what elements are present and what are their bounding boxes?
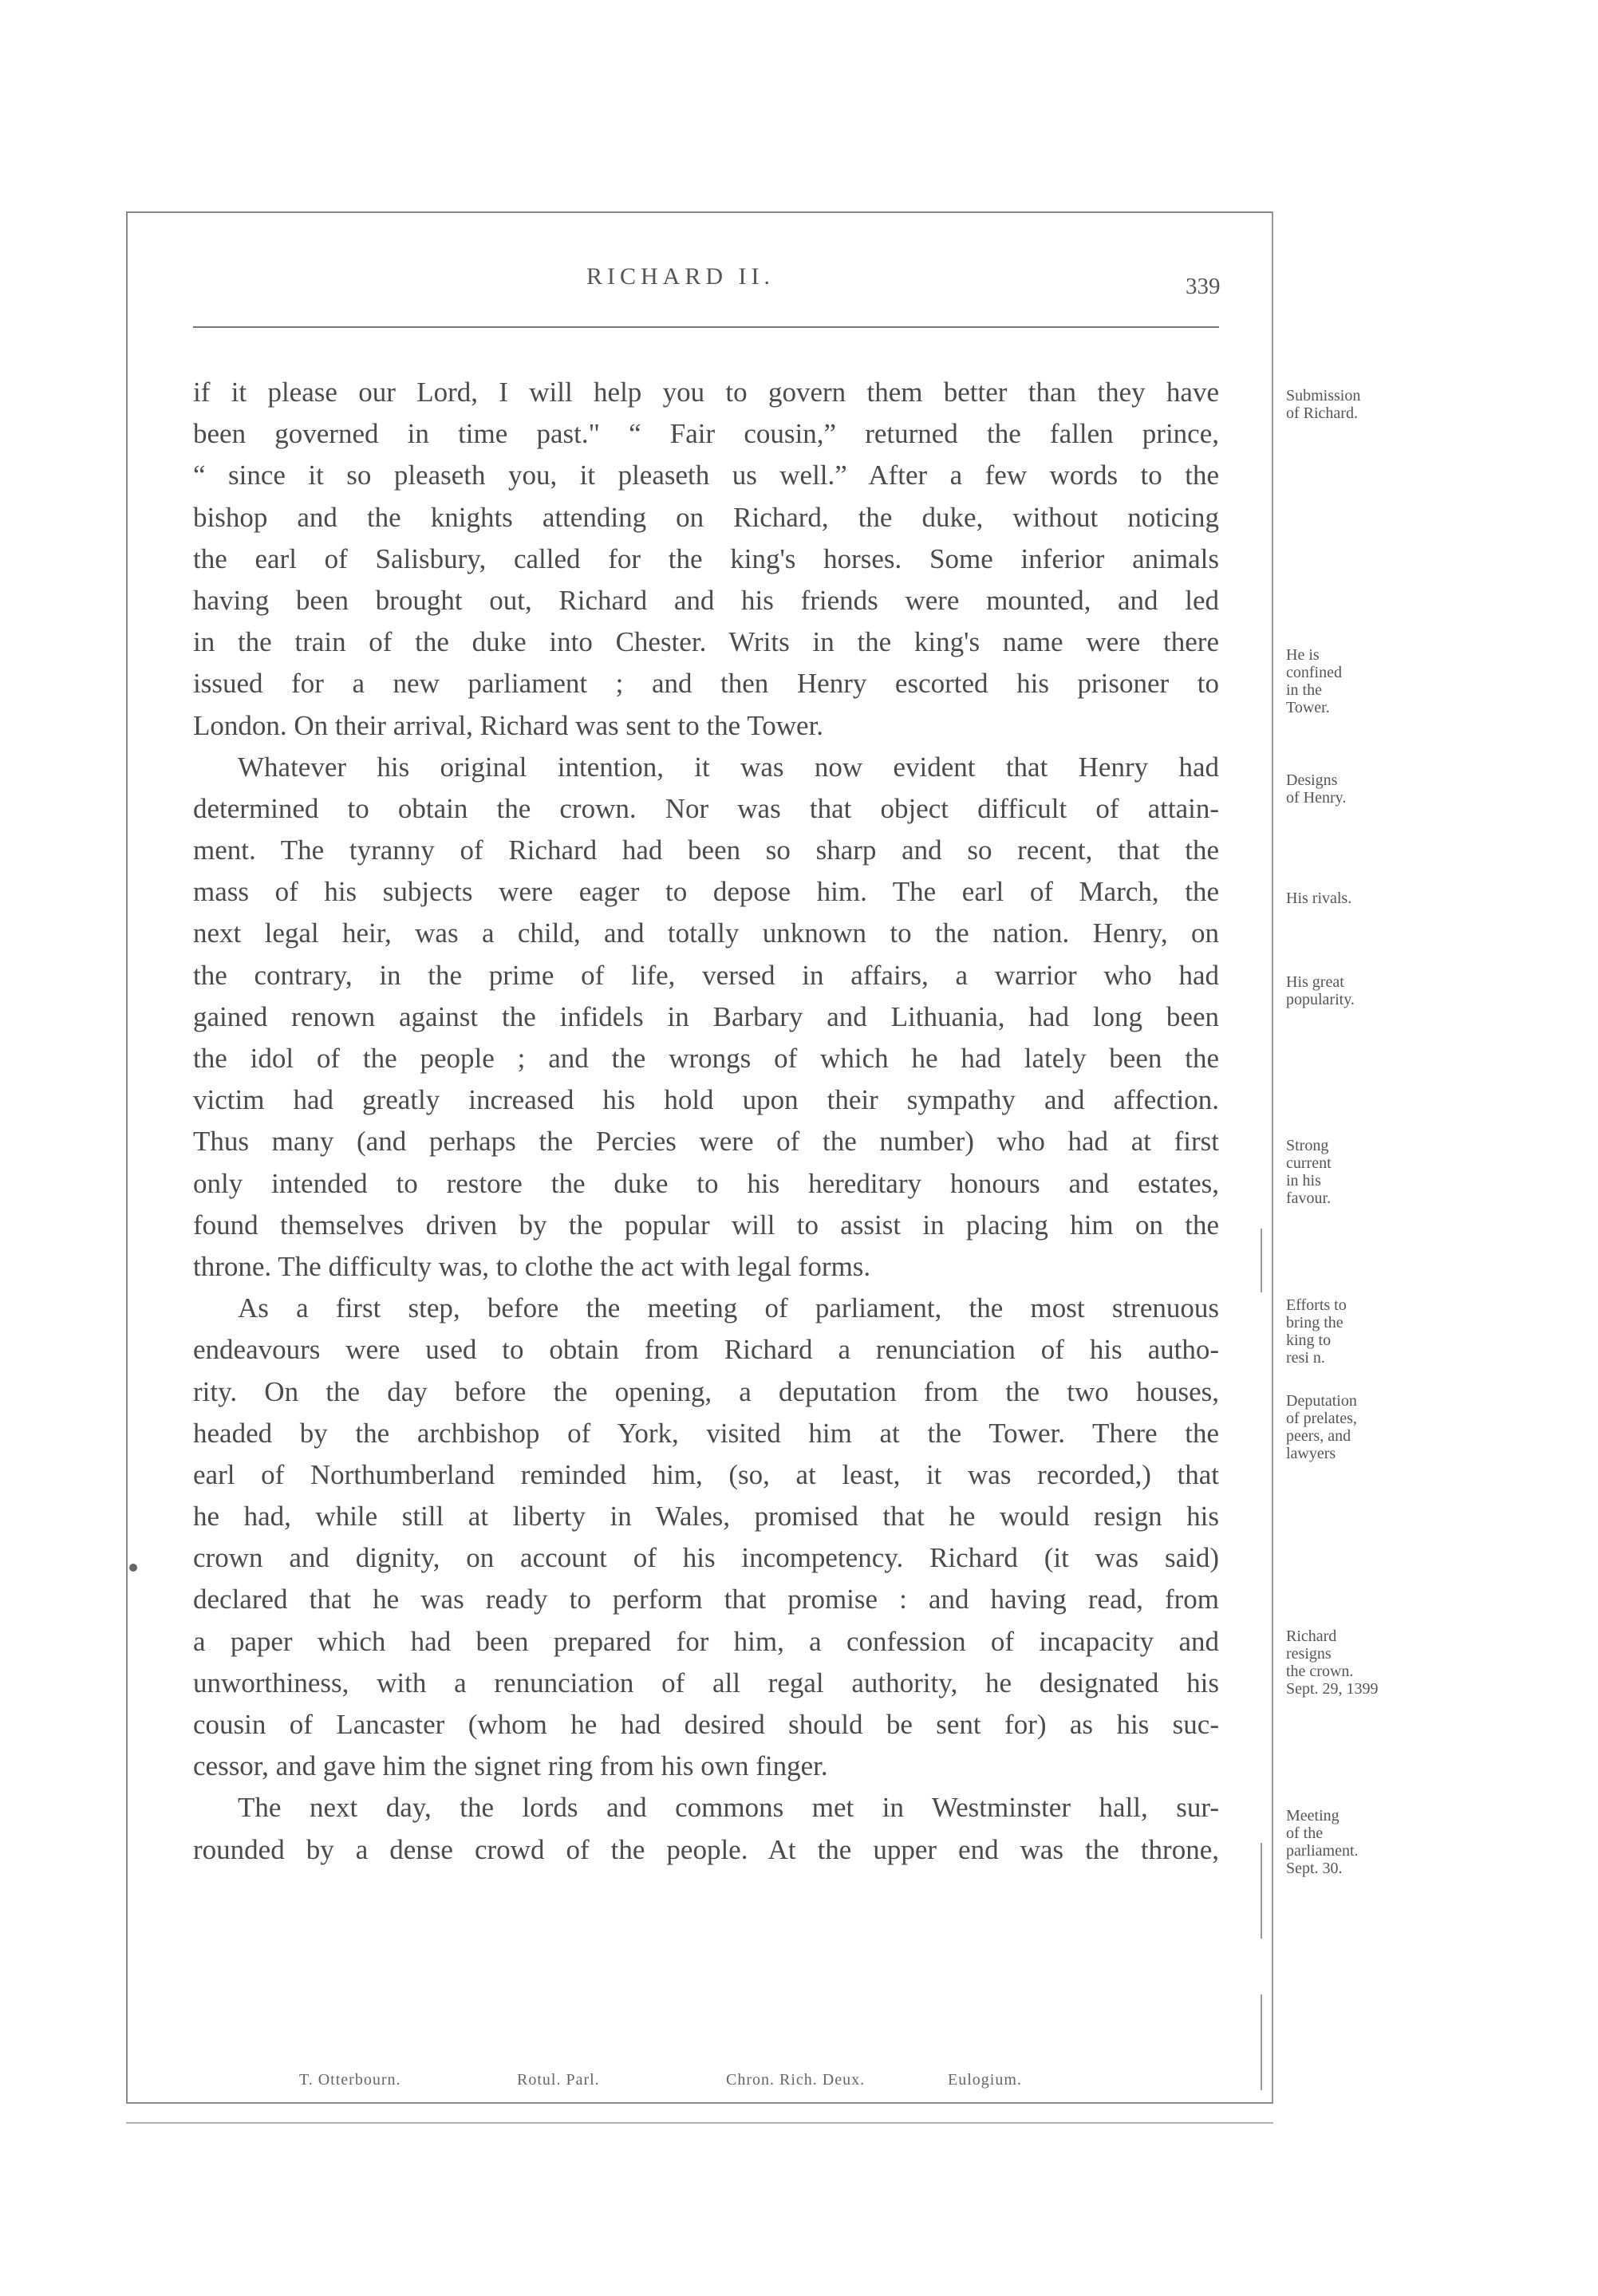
marginal-note-line: peers, and — [1286, 1427, 1351, 1445]
marginal-note-line: current — [1286, 1154, 1332, 1172]
marginal-note-line: Strong — [1286, 1137, 1329, 1154]
header-rule — [193, 326, 1219, 328]
page-frame-left-rule — [126, 211, 128, 2102]
text-line: the contrary, in the prime of life, versed in affairs, a warrior who had — [193, 959, 1219, 991]
text-line: earl of Northumberland reminded him, (so, at least, it was recorded,) that — [193, 1458, 1219, 1490]
text-line: a paper which had been prepared for him, a confession of incapacity and — [193, 1625, 1219, 1657]
marginal-note-line: lawyers — [1286, 1445, 1336, 1462]
marginal-note-line: Deputation — [1286, 1392, 1357, 1410]
margin-rule — [1261, 1994, 1262, 2090]
margin-dot-mark — [129, 1564, 137, 1572]
text-line: in the train of the duke into Chester. Writs in the king's name were there — [193, 626, 1219, 658]
marginal-note-line: popularity. — [1286, 991, 1355, 1008]
marginal-note-line: Sept. 29, 1399 — [1286, 1680, 1379, 1698]
marginal-note-line: Submission — [1286, 387, 1361, 404]
text-line: throne. The difficulty was, to clothe the act with legal forms. — [193, 1250, 871, 1282]
marginal-note-line: Meeting — [1286, 1807, 1340, 1825]
margin-rule — [1261, 1229, 1262, 1292]
marginal-note — [1286, 1807, 1406, 1877]
marginal-note-line: Designs — [1286, 771, 1338, 789]
marginal-note-line: of the — [1286, 1825, 1324, 1842]
text-line: been governed in time past." “ Fair cousin,” returned the fallen prince, — [193, 418, 1219, 450]
text-line: cousin of Lancaster (whom he had desired should be sent for) as his suc- — [193, 1709, 1219, 1740]
text-line: if it please our Lord, I will help you to govern them better than they have — [193, 377, 1219, 408]
text-line: The next day, the lords and commons met in Westminster hall, sur- — [238, 1792, 1219, 1824]
marginal-note-line: bring the — [1286, 1314, 1344, 1331]
text-line: headed by the archbishop of York, visited him at the Tower. There the — [193, 1417, 1219, 1449]
page-frame-top-rule — [126, 211, 1273, 213]
text-line: he had, while still at liberty in Wales, promised that he would resign his — [193, 1501, 1219, 1533]
page-frame-bottom-rule-outer — [126, 2122, 1273, 2124]
text-line: As a first step, before the meeting of parliament, the most strenuous — [238, 1292, 1219, 1324]
margin-rule — [1261, 1843, 1262, 1939]
running-head: RICHARD II. — [586, 263, 775, 290]
marginal-note-line: the crown. — [1286, 1663, 1354, 1680]
marginal-note — [1286, 890, 1406, 907]
body-text — [193, 372, 1219, 1871]
text-line: the earl of Salisbury, called for the king's horses. Some inferior animals — [193, 542, 1219, 574]
marginal-note-line: of Henry. — [1286, 789, 1347, 807]
marginal-note — [1286, 771, 1406, 807]
footnote-source: T. Otterbourn. — [299, 2071, 401, 2089]
marginal-note-line: confined — [1286, 664, 1342, 681]
text-line: issued for a new parliament ; and then Henry escorted his prisoner to — [193, 668, 1219, 700]
marginal-note-line: Efforts to — [1286, 1296, 1347, 1314]
marginal-note-line: resigns — [1286, 1645, 1332, 1663]
marginal-note-line: king to — [1286, 1331, 1332, 1349]
marginal-note-line: of Richard. — [1286, 404, 1358, 422]
footnote-source: Rotul. Parl. — [517, 2071, 600, 2089]
marginal-note — [1286, 1137, 1406, 1207]
marginal-note — [1286, 1627, 1406, 1698]
marginal-note-line: He is — [1286, 646, 1320, 664]
text-line: rity. On the day before the opening, a deputation from the two houses, — [193, 1375, 1219, 1407]
text-line: bishop and the knights attending on Richard, the duke, without noticing — [193, 501, 1219, 533]
text-line: gained renown against the infidels in Barbary and Lithuania, had long been — [193, 1000, 1219, 1032]
text-line: rounded by a dense crowd of the people. At the upper end was the throne, — [193, 1833, 1219, 1865]
marginal-note — [1286, 1392, 1406, 1462]
text-line: only intended to restore the duke to his hereditary honours and estates, — [193, 1167, 1219, 1199]
page-frame-right-rule — [1272, 211, 1273, 2102]
text-line: “ since it so pleaseth you, it pleaseth us well.” After a few words to the — [193, 460, 1219, 491]
marginal-note-line: His great — [1286, 973, 1344, 991]
text-line: having been brought out, Richard and his friends were mounted, and led — [193, 584, 1219, 616]
text-line: victim had greatly increased his hold upon their sympathy and affection. — [193, 1084, 1219, 1116]
marginal-note-line: Sept. 30. — [1286, 1860, 1343, 1877]
text-line: unworthiness, with a renunciation of all regal authority, he designated his — [193, 1667, 1219, 1698]
marginal-note-line: Tower. — [1286, 699, 1330, 716]
text-line: next legal heir, was a child, and totally unknown to the nation. Henry, on — [193, 917, 1219, 949]
text-line: endeavours were used to obtain from Richard a renunciation of his autho- — [193, 1334, 1219, 1366]
marginal-note — [1286, 646, 1406, 716]
text-line: mass of his subjects were eager to depose him. The earl of March, the — [193, 876, 1219, 908]
footnote-source: Eulogium. — [948, 2071, 1022, 2089]
text-line: determined to obtain the crown. Nor was that object difficult of attain- — [193, 792, 1219, 824]
marginal-note — [1286, 1296, 1406, 1367]
text-line: Thus many (and perhaps the Percies were of the number) who had at first — [193, 1126, 1219, 1158]
marginal-note-line: Richard — [1286, 1627, 1337, 1645]
text-line: found themselves driven by the popular will to assist in placing him on the — [193, 1209, 1219, 1241]
text-line: declared that he was ready to perform that promise : and having read, from — [193, 1584, 1219, 1615]
marginal-note-line: resi n. — [1286, 1349, 1325, 1367]
page-frame-bottom-rule — [126, 2102, 1273, 2104]
marginal-note-line: in his — [1286, 1172, 1321, 1189]
text-line: crown and dignity, on account of his incompetency. Richard (it was said) — [193, 1542, 1219, 1574]
text-line: the idol of the people ; and the wrongs of which he had lately been the — [193, 1043, 1219, 1074]
text-line: cessor, and gave him the signet ring from his own finger. — [193, 1750, 828, 1782]
text-line: London. On their arrival, Richard was sent to the Tower. — [193, 709, 824, 741]
marginal-note — [1286, 973, 1406, 1008]
marginal-note-line: in the — [1286, 681, 1322, 699]
footnote-source: Chron. Rich. Deux. — [726, 2071, 866, 2089]
marginal-note-line: His rivals. — [1286, 890, 1352, 907]
text-line: ment. The tyranny of Richard had been so sharp and so recent, that the — [193, 834, 1219, 866]
marginal-note-line: favour. — [1286, 1189, 1332, 1207]
text-line: Whatever his original intention, it was now evident that Henry had — [238, 751, 1219, 783]
page-number: 339 — [1186, 274, 1221, 299]
marginal-note — [1286, 387, 1406, 422]
marginal-note-line: parliament. — [1286, 1842, 1359, 1860]
marginal-note-line: of prelates, — [1286, 1410, 1357, 1427]
